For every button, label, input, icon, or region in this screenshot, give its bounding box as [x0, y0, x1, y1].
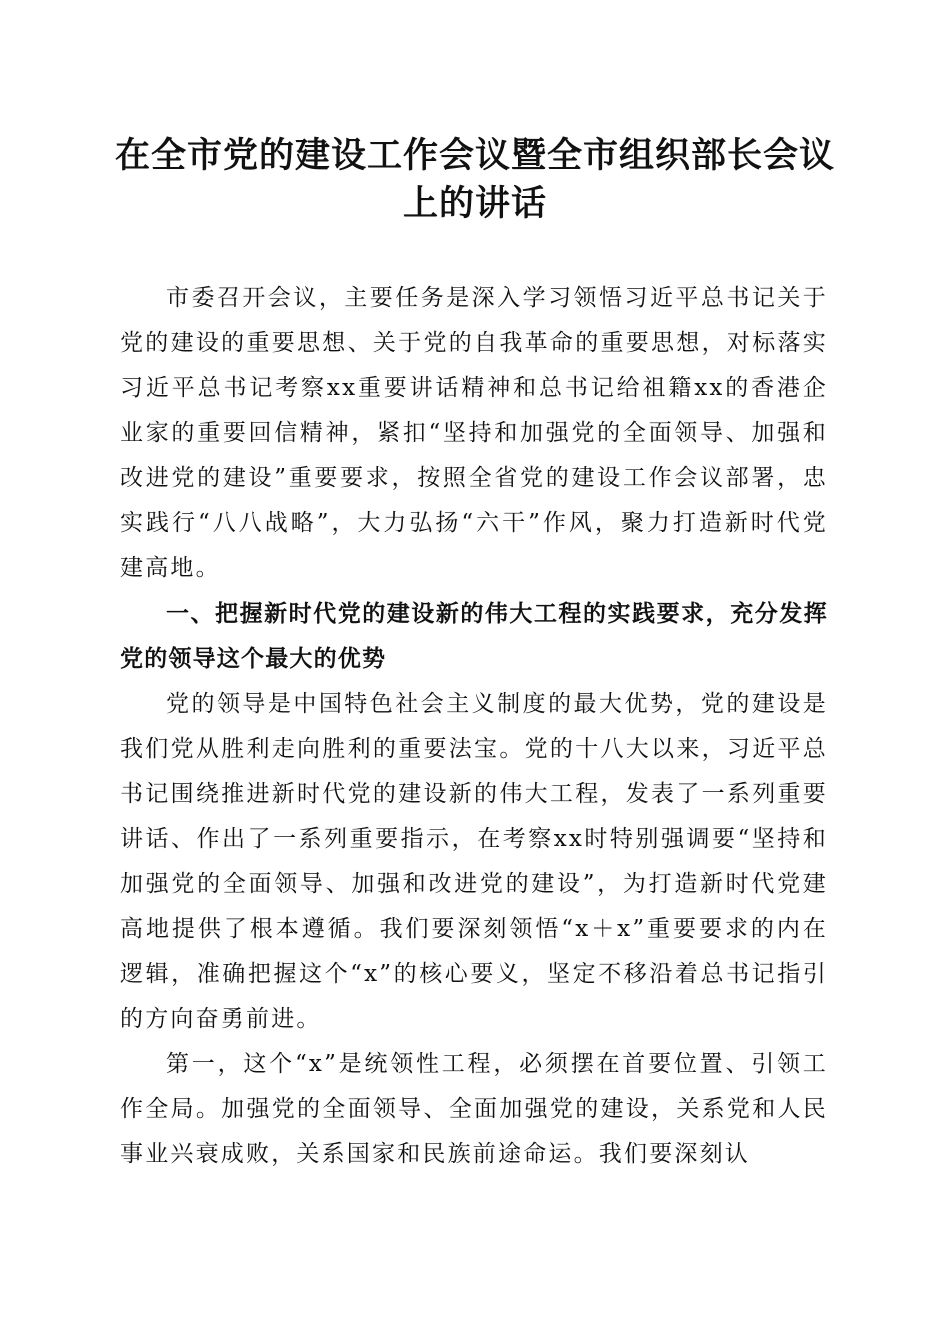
- document-title: [100, 132, 850, 228]
- intro-paragraph: 市委召开会议，主要任务是深入学习领悟习近平总书记关于党的建设的重要思想、关于党的自我革命的重要思想，对标落实习近平总书记考察xx重要讲话精神和总书记给祖籍xx的香港企业家的重要回信精神，紧扣“坚持和加强党的全面领导、加强和改进党的建设”重要要求，按照全省党的建设工作会议部署，忠实践行“八八战略”，大力弘扬“六干”作风，聚力打造新时代党建高地。: [120, 285, 828, 581]
- title-line-2: 上的讲话: [402, 183, 547, 224]
- document-body: [120, 276, 828, 1177]
- body-paragraph-2: 第一，这个“x”是统领性工程，必须摆在首要位置、引领工作全局。加强党的全面领导、全面加强党的建设，关系党和人民事业兴衰成败，关系国家和民族前途命运。我们要深刻认: [120, 1051, 828, 1167]
- title-line-1: 在全市党的建设工作会议暨全市组织部长会议: [114, 135, 835, 176]
- body-paragraph-1: 党的领导是中国特色社会主义制度的最大优势，党的建设是我们党从胜利走向胜利的重要法宝。党的十八大以来，习近平总书记围绕推进新时代党的建设新的伟大工程，发表了一系列重要讲话、作出了一系列重要指示，在考察xx时特别强调要“坚持和加强党的全面领导、加强和改进党的建设”，为打造新时代党建高地提供了根本遵循。我们要深刻领悟“x＋x”重要要求的内在逻辑，准确把握这个“x”的核心要义，坚定不移沿着总书记指引的方向奋勇前进。: [120, 691, 828, 1032]
- section-heading-1: 一、把握新时代党的建设新的伟大工程的实践要求，充分发挥党的领导这个最大的优势: [120, 601, 828, 672]
